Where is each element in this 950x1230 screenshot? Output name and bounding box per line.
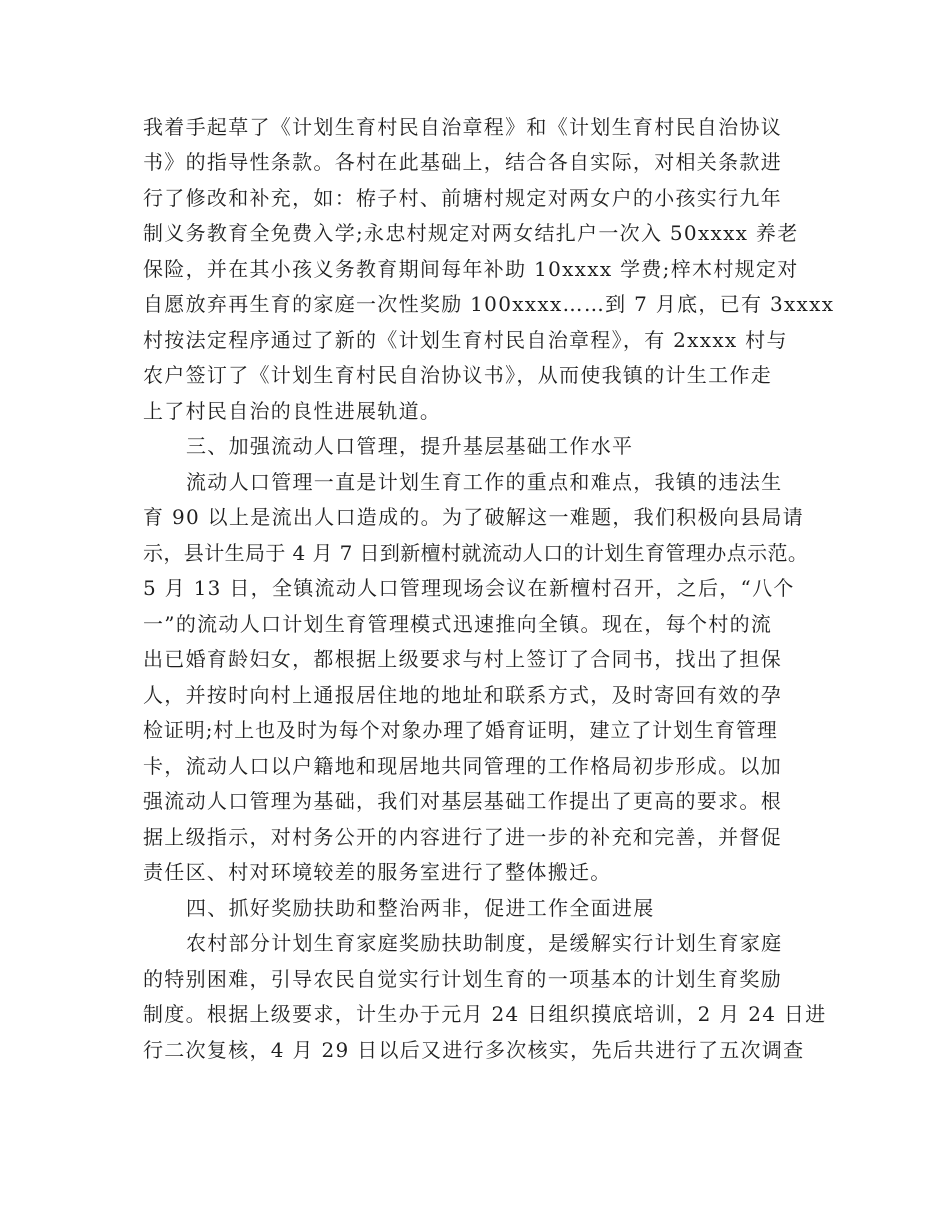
- text-line: 制义务教育全免费入学;永忠村规定对两女结扎户一次入 50xxxx 养老: [143, 221, 799, 245]
- section-heading-3: 三、加强流动人口管理，提升基层基础工作水平: [186, 434, 634, 458]
- text-line: 行了修改和补充，如：栫子村、前塘村规定对两女户的小孩实行九年: [143, 186, 782, 210]
- text-line: 农户签订了《计划生育村民自治协议书》，从而使我镇的计生工作走: [143, 363, 772, 387]
- paragraph-first-line: 农村部分计划生育家庭奖励扶助制度，是缓解实行计划生育家庭: [186, 931, 783, 955]
- text-line: 制度。根据上级要求，计生办于元月 24 日组织摸底培训，2 月 24 日进: [143, 1002, 827, 1026]
- text-line: 育 90 以上是流出人口造成的。为了破解这一难题，我们积极向县局请: [143, 505, 805, 529]
- text-line: 我着手起草了《计划生育村民自治章程》和《计划生育村民自治协议: [143, 115, 782, 139]
- text-line: 行二次复核，4 月 29 日以后又进行多次核实，先后共进行了五次调查: [143, 1038, 805, 1062]
- text-line: 上了村民自治的良性进展轨道。: [143, 399, 442, 423]
- text-line: 人，并按时向村上通报居住地的地址和联系方式，及时寄回有效的孕: [143, 683, 782, 707]
- text-line: 检证明;村上也及时为每个对象办理了婚育证明，建立了计划生育管理: [143, 718, 778, 742]
- text-line: 责任区、村对环境较差的服务室进行了整体搬迁。: [143, 860, 612, 884]
- text-line: 书》的指导性条款。各村在此基础上，结合各自实际，对相关条款进: [143, 150, 782, 174]
- paragraph-first-line: 流动人口管理一直是计划生育工作的重点和难点，我镇的违法生: [186, 470, 783, 494]
- text-line: 据上级指示，对村务公开的内容进行了进一步的补充和完善，并督促: [143, 825, 782, 849]
- text-line: 示，县计生局于 4 月 7 日到新檀村就流动人口的计划生育管理办点示范。: [143, 541, 809, 565]
- text-line: 村按法定程序通过了新的《计划生育村民自治章程》，有 2xxxx 村与: [143, 328, 788, 352]
- text-line: 自愿放弃再生育的家庭一次性奖励 100xxxx……到 7 月底，已有 3xxxx: [143, 292, 835, 316]
- text-line: 强流动人口管理为基础，我们对基层基础工作提出了更高的要求。根: [143, 789, 782, 813]
- text-line: 的特别困难，引导农民自觉实行计划生育的一项基本的计划生育奖励: [143, 967, 782, 991]
- text-line: 一”的流动人口计划生育管理模式迅速推向全镇。现在，每个村的流: [143, 612, 773, 636]
- text-line: 出已婚育龄妇女，都根据上级要求与村上签订了合同书，找出了担保: [143, 647, 782, 671]
- section-heading-4: 四、抓好奖励扶助和整治两非，促进工作全面进展: [186, 896, 655, 920]
- text-line: 卡，流动人口以户籍地和现居地共同管理的工作格局初步形成。以加: [143, 754, 782, 778]
- text-line: 保险，并在其小孩义务教育期间每年补助 10xxxx 学费;梓木村规定对: [143, 257, 799, 281]
- text-line: 5 月 13 日，全镇流动人口管理现场会议在新檀村召开，之后，“八个: [143, 576, 795, 600]
